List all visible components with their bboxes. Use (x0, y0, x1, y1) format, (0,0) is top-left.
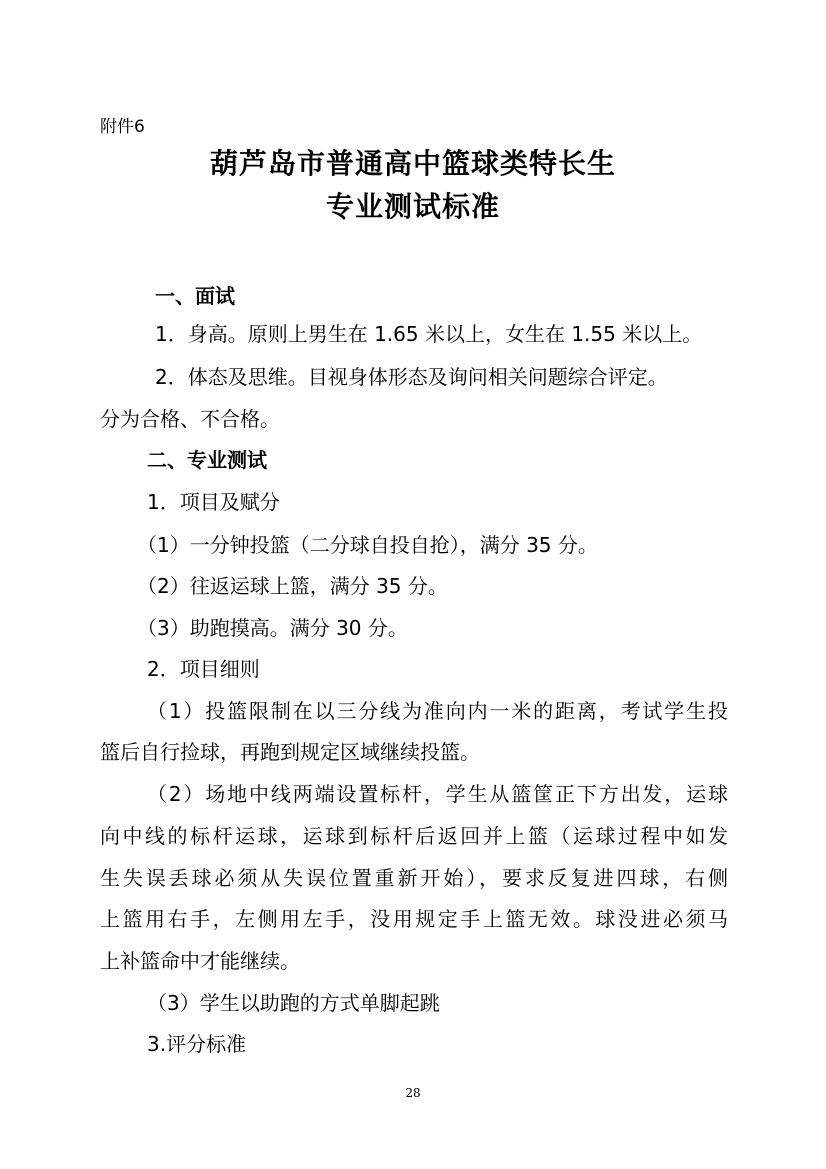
section-heading-interview: 一、面试 (155, 284, 235, 308)
item-one-minute-shooting: （1）一分钟投篮（二分球自投自抢），满分 35 分。 (137, 533, 598, 557)
detail-shooting-line-1: （1）投篮限制在以三分线为准向内一米的距离，考试学生投 (147, 699, 728, 723)
attachment-label: 附件6 (100, 117, 145, 137)
detail-dribble-line-3: 生失误丢球必须从失误位置重新开始），要求反复进四球，右侧 (100, 866, 728, 890)
detail-touch-high: （3）学生以助跑的方式单脚起跳 (147, 991, 440, 1015)
interview-item-posture: 2．体态及思维。目视身体形态及询问相关问题综合评定。 (155, 365, 668, 389)
interview-item-posture-cont: 分为合格、不合格。 (100, 407, 280, 431)
item-running-touch-high: （3）助跑摸高。满分 30 分。 (137, 616, 408, 640)
item-dribble-layup: （2）往返运球上篮，满分 35 分。 (137, 574, 448, 598)
detail-dribble-line-5: 上补篮命中才能继续。 (100, 949, 300, 973)
subheading-items-and-scores: 1．项目及赋分 (147, 490, 280, 514)
detail-dribble-line-2: 向中线的标杆运球，运球到标杆后返回并上篮（运球过程中如发 (100, 824, 728, 848)
detail-shooting-line-2: 篮后自行捡球，再跑到规定区域继续投篮。 (100, 740, 480, 764)
subheading-scoring-standard: 3.评分标准 (147, 1032, 247, 1056)
document-title-line-2: 专业测试标准 (325, 190, 500, 223)
detail-dribble-line-1: （2）场地中线两端设置标杆，学生从篮筐正下方出发，运球 (147, 782, 728, 806)
document-title-line-1: 葫芦岛市普通高中篮球类特长生 (209, 147, 616, 180)
page-number: 28 (405, 1086, 421, 1100)
section-heading-professional-test: 二、专业测试 (147, 448, 267, 472)
detail-dribble-line-4: 上篮用右手，左侧用左手，没用规定手上篮无效。球没进必须马 (100, 907, 728, 931)
subheading-item-details: 2．项目细则 (147, 657, 260, 681)
interview-item-height: 1．身高。原则上男生在 1.65 米以上，女生在 1.55 米以上。 (155, 322, 703, 346)
